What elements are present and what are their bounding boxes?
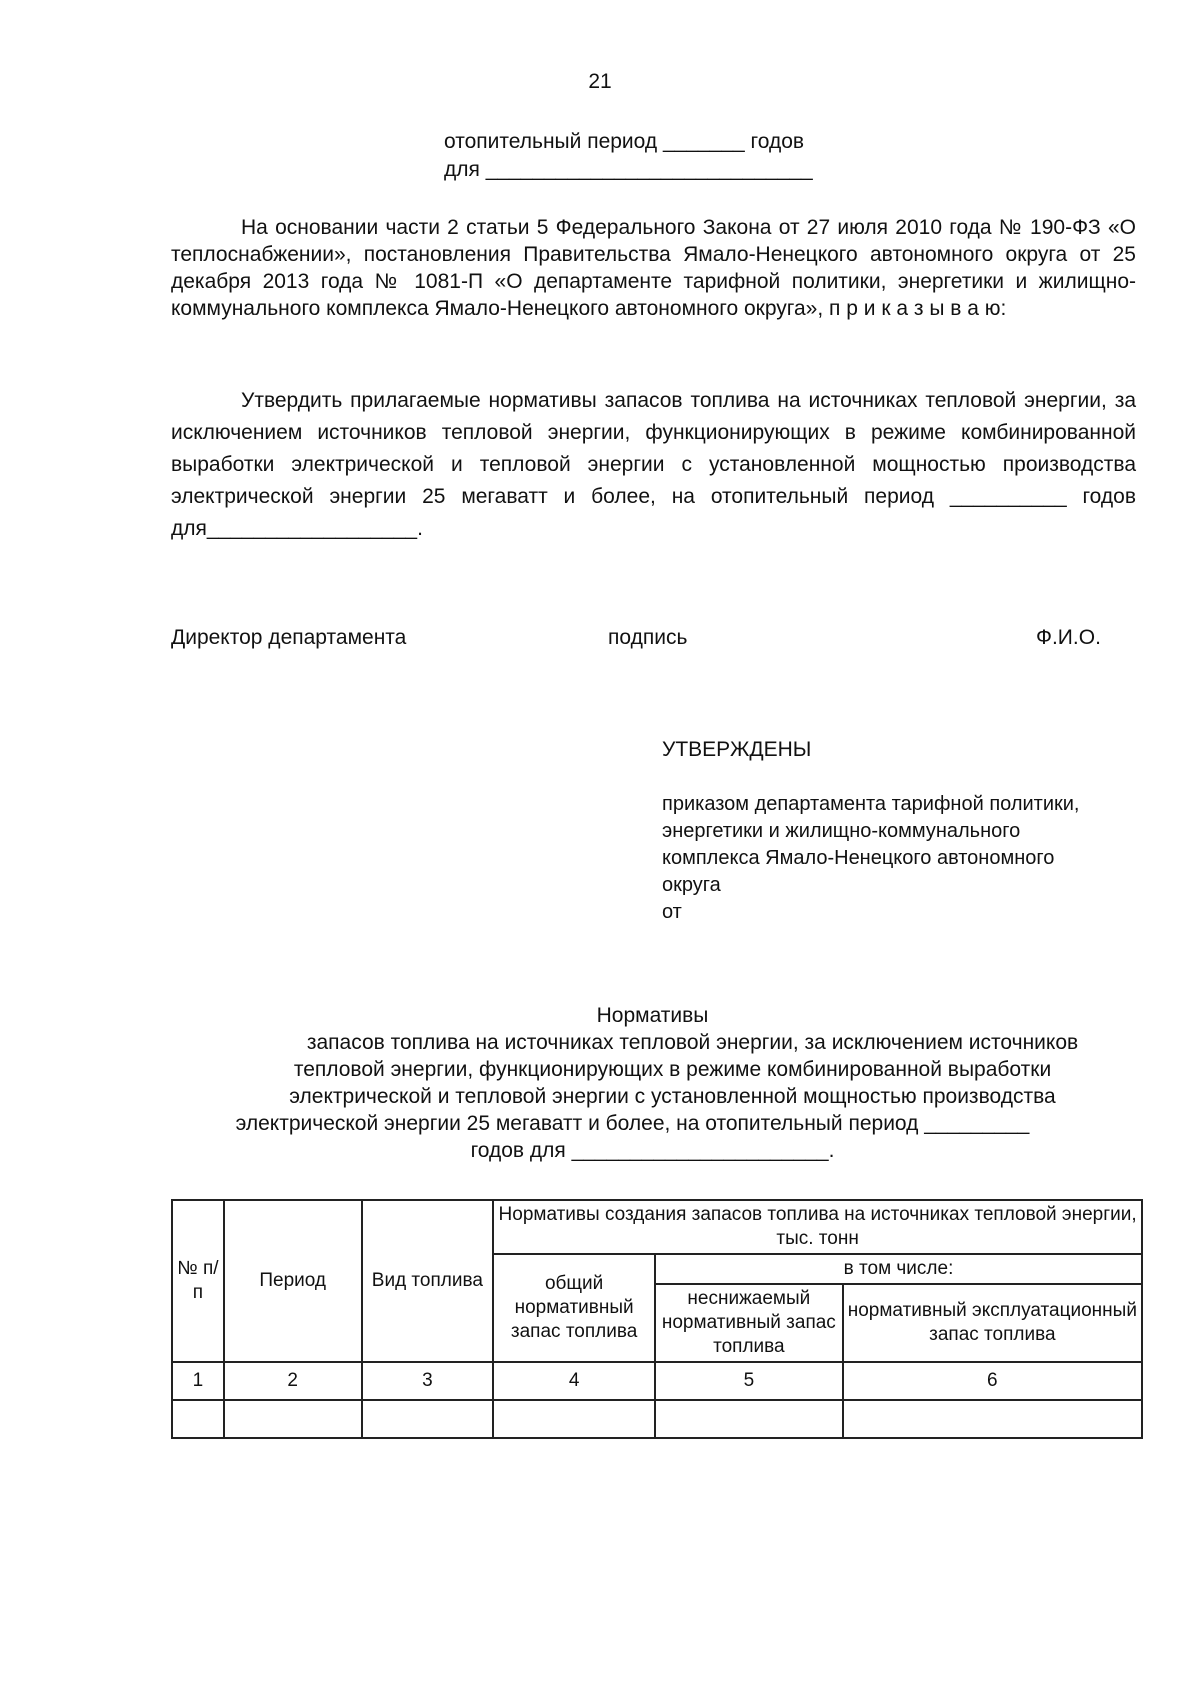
- heading-line: годов для ______________________.: [470, 1139, 835, 1162]
- approved-title: УТВЕРЖДЕНЫ: [662, 738, 812, 761]
- heading-line: электрической энергии 25 мегаватт и более, на отопительный период _________: [235, 1112, 1030, 1135]
- norms-heading: [150, 1002, 1115, 1164]
- header-irreducible-reserve: неснижаемый нормативный запас топлива: [655, 1284, 843, 1362]
- empty-cell: [843, 1400, 1142, 1438]
- approved-line: энергетики и жилищно-коммунального: [662, 820, 1021, 842]
- period-header: [444, 128, 813, 184]
- for-line: для ____________________________: [444, 158, 813, 181]
- norms-title: Нормативы: [596, 1004, 709, 1027]
- period-line: отопительный период _______ годов: [444, 130, 805, 153]
- header-total-reserve: общий нормативный запас топлива: [493, 1254, 655, 1362]
- preamble-paragraph: [171, 214, 1136, 322]
- norms-table: [171, 1199, 1143, 1439]
- header-norms-group: Нормативы создания запасов топлива на источниках тепловой энергии, тыс. тонн: [493, 1200, 1142, 1254]
- empty-cell: [362, 1400, 494, 1438]
- column-number-cell: 4: [493, 1362, 655, 1400]
- empty-cell: [493, 1400, 655, 1438]
- full-name-placeholder: Ф.И.О.: [1036, 626, 1101, 649]
- heading-line: тепловой энергии, функционирующих в режиме комбинированной выработки: [293, 1058, 1052, 1081]
- signature-placeholder: подпись: [608, 626, 688, 649]
- column-number-cell: 2: [224, 1362, 362, 1400]
- empty-cell: [655, 1400, 843, 1438]
- header-fuel-type: Вид топлива: [362, 1200, 494, 1362]
- approved-line: приказом департамента тарифной политики,: [662, 793, 1080, 815]
- heading-line: запасов топлива на источниках тепловой энергии, за исключением источников: [306, 1031, 1079, 1054]
- empty-cell: [224, 1400, 362, 1438]
- approved-by-order: [662, 791, 1142, 926]
- preamble-text: На основании части 2 статьи 5 Федерального Закона от 27 июля 2010 года № 190-ФЗ «О теплоснабжении», постановления Правительства Ямало-Ненецкого автономного округа от 25 декабря 2013 года № 1081-П «О департаменте тарифной политики, энергетики и жилищно-коммунального комплекса Ямало-Ненецкого автономного округа», п р и к а з ы в а ю:: [171, 216, 1136, 320]
- header-number: № п/п: [172, 1200, 224, 1362]
- header-including: в том числе:: [655, 1254, 1142, 1284]
- column-number-cell: 6: [843, 1362, 1142, 1400]
- heading-line: электрической и тепловой энергии с установленной мощностью производства: [289, 1085, 1056, 1108]
- column-number-cell: 1: [172, 1362, 224, 1400]
- approved-date: от: [662, 901, 682, 923]
- approved-line: округа: [662, 874, 721, 896]
- empty-cell: [172, 1400, 224, 1438]
- header-period: Период: [224, 1200, 362, 1362]
- director-position: Директор департамента: [171, 626, 407, 649]
- header-operational-reserve: нормативный эксплуатационный запас топлива: [843, 1284, 1142, 1362]
- column-number-cell: 3: [362, 1362, 494, 1400]
- page-number: 21: [588, 70, 612, 93]
- approved-line: комплекса Ямало-Ненецкого автономного: [662, 847, 1055, 869]
- order-text: Утвердить прилагаемые нормативы запасов топлива на источниках тепловой энергии, за исключением источников тепловой энергии, функционирующих в режиме комбинированной выработки электрической и тепловой энергии с установленной мощностью производства электрической энергии 25 мегаватт и более, на отопительный период __________ годов для__________________.: [171, 389, 1136, 540]
- column-number-cell: 5: [655, 1362, 843, 1400]
- order-paragraph: [171, 385, 1136, 545]
